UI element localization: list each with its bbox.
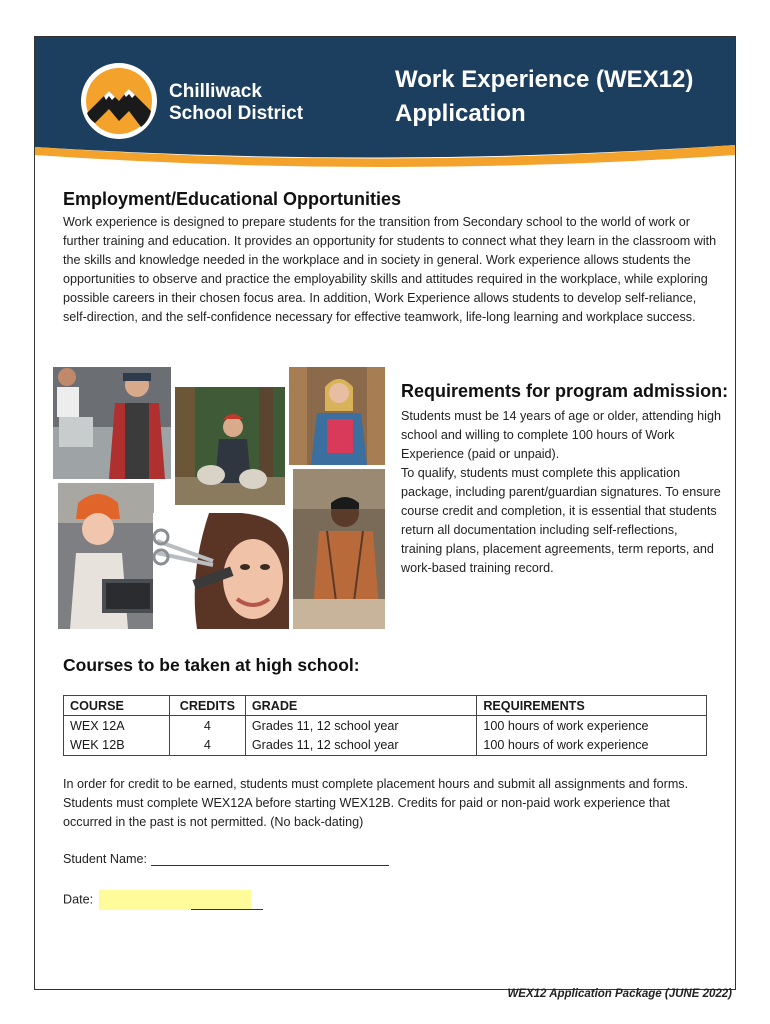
date-label: Date: <box>63 892 94 907</box>
laptop-photo <box>58 483 154 629</box>
page-header <box>35 37 735 177</box>
column-header-grade: GRADE <box>245 696 476 716</box>
district-name-line1: Chilliwack <box>169 81 262 102</box>
intro-paragraph: Work experience is designed to prepare students for the transition from Secondary school to the world of work or further training and education. It provides an opportunity for students to connect what they learn in the classroom with the skills and knowledge needed in the workplace and in society in general. Work experience allows students the opportunities to observe and practice the employability skills and attitudes required in the workplace, while exploring possible careers in their chosen focus area. In addition, Work Experience allows students to develop self-reliance, self-direction, and the self-confidence necessary for effective teamwork, life-long learning and workplace success. <box>63 215 717 324</box>
page-footer: WEX12 Application Package (JUNE 2022) <box>507 988 732 1000</box>
hair-stylist-photo <box>153 513 289 629</box>
document-page <box>34 36 736 990</box>
title-line2: Application <box>395 100 526 127</box>
welding-photo <box>293 469 385 629</box>
district-logo <box>79 61 159 141</box>
grade-cell: Grades 11, 12 school year <box>245 736 476 756</box>
course-cell: WEX 12A <box>64 716 170 736</box>
column-header-credits: CREDITS <box>169 696 245 716</box>
intro-heading: Employment/Educational Opportunities <box>63 189 402 209</box>
district-name-line2: School District <box>169 103 304 124</box>
courses-table <box>63 695 707 756</box>
credits-cell: 4 <box>169 736 245 756</box>
document-title <box>395 63 693 131</box>
requirements-cell: 100 hours of work experience <box>477 736 707 756</box>
column-header-course: COURSE <box>64 696 170 716</box>
credits-cell: 4 <box>169 716 245 736</box>
date-underline <box>191 896 263 910</box>
mountain-logo-icon <box>79 61 159 141</box>
courses-header-row <box>64 696 707 716</box>
district-name <box>169 81 303 125</box>
column-header-requirements: REQUIREMENTS <box>477 696 707 716</box>
requirements-body <box>401 407 721 578</box>
title-line1: Work Experience (WEX12) <box>395 66 694 93</box>
requirements-heading: Requirements for program admission: <box>401 381 729 401</box>
kitchen-photo <box>53 367 171 479</box>
course-cell: WEK 12B <box>64 736 170 756</box>
photo-collage <box>53 367 385 629</box>
table-row <box>64 716 707 736</box>
grade-cell: Grades 11, 12 school year <box>245 716 476 736</box>
courses-heading: Courses to be taken at high school: <box>63 655 360 675</box>
student-name-label: Student Name: <box>63 852 148 866</box>
date-row <box>63 890 263 910</box>
student-name-field[interactable] <box>151 852 389 866</box>
requirements-paragraph-age: Students must be 14 years of age or older, attending high school and willing to complete 100 hours of Work Experience (paid or unpaid). <box>401 409 721 461</box>
requirements-paragraph-qualify: To qualify, students must complete this application package, including parent/guardian signatures. To ensure course credit and completion, it is essential that students return all documentation including self-reflections, training plans, placement agreements, term reports, and work-based training record. <box>401 466 721 575</box>
student-books-photo <box>289 367 385 465</box>
forestry-photo <box>175 387 285 505</box>
student-name-row <box>63 852 389 866</box>
requirements-cell: 100 hours of work experience <box>477 716 707 736</box>
credit-note: In order for credit to be earned, students must complete placement hours and submit all assignments and forms. Students must complete WEX12A before starting WEX12B. Credits for paid or non-paid work experience that occurred in the past is not permitted. (No back-dating) <box>63 777 689 829</box>
table-row <box>64 736 707 756</box>
